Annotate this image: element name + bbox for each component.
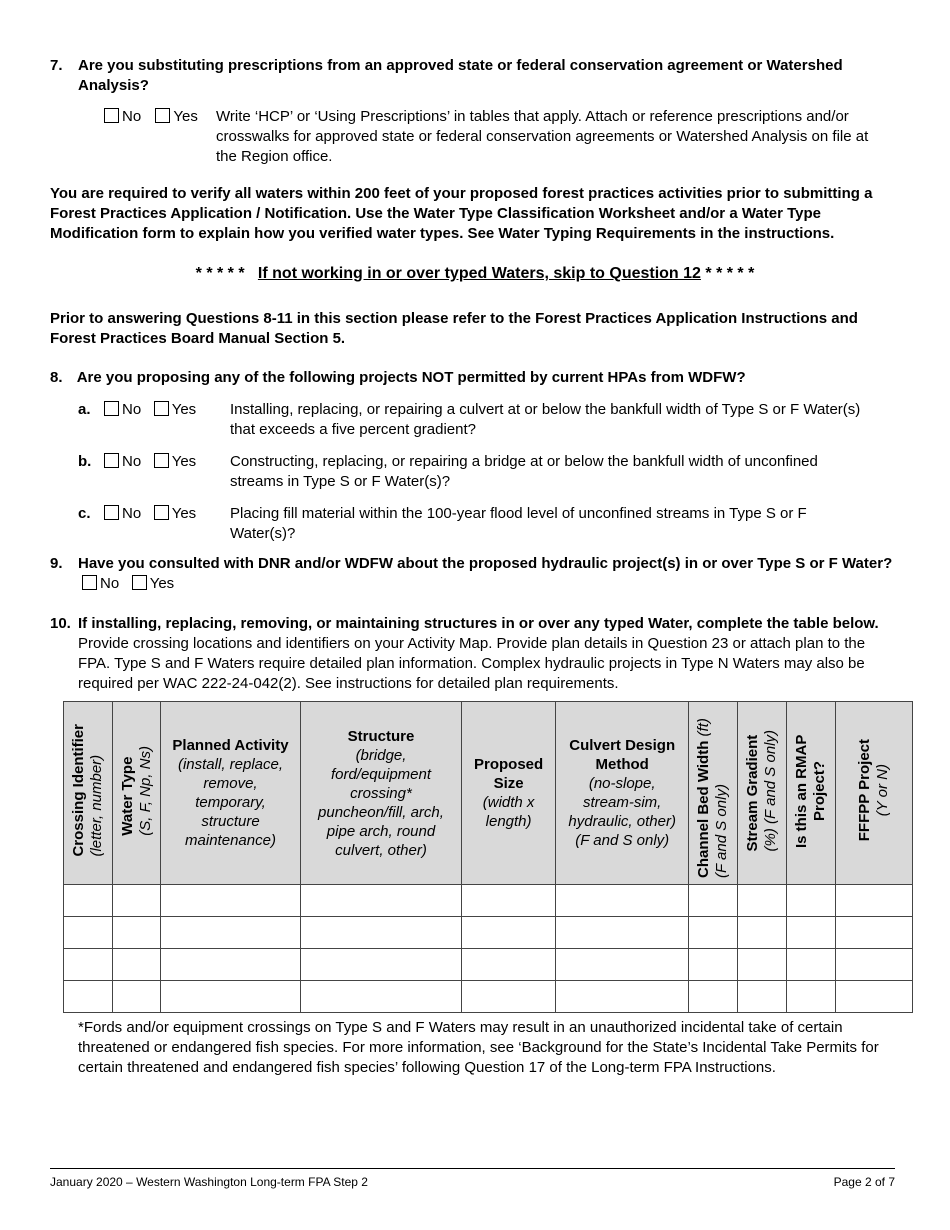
q9-yes-label: Yes — [149, 575, 175, 592]
cell[interactable] — [836, 885, 913, 917]
cell[interactable] — [787, 949, 836, 981]
cell[interactable] — [64, 981, 113, 1013]
table-row — [64, 981, 913, 1013]
q8-items — [78, 400, 898, 556]
stars-left: * * * * * — [195, 265, 245, 282]
q9-yes-checkbox[interactable] — [132, 575, 147, 590]
yes-label: Yes — [171, 401, 197, 418]
cell[interactable] — [113, 885, 161, 917]
cell[interactable] — [64, 917, 113, 949]
item-text: Constructing, replacing, or repairing a bridge at or below the bankfull width of unconfined streams in Type S or F Water(s)? — [230, 453, 818, 490]
stars-right: * * * * * — [705, 265, 755, 282]
no-label: No — [122, 505, 142, 522]
page-number: Page 2 of 7 — [833, 1175, 895, 1189]
item-letter: c. — [78, 505, 91, 522]
cell[interactable] — [462, 981, 556, 1013]
q8-item-b — [78, 452, 898, 504]
q7-no-label: No — [122, 108, 142, 125]
cell[interactable] — [301, 885, 462, 917]
cell[interactable] — [462, 885, 556, 917]
header-water-type: Water Type (S, F, Np, Ns) — [113, 702, 161, 885]
cell[interactable] — [738, 949, 787, 981]
page-footer — [50, 1168, 895, 1192]
question-7 — [50, 56, 900, 96]
header-planned-activity: Planned Activity (install, replace, remove, temporary, structure maintenance) — [161, 702, 301, 885]
q10-bold-text: If installing, replacing, removing, or maintaining structures in or over any typed Water, complete the table below. — [78, 615, 879, 632]
q9-no-label: No — [100, 575, 120, 592]
cell[interactable] — [113, 949, 161, 981]
cell[interactable] — [689, 917, 738, 949]
q7-yes-option[interactable] — [155, 107, 197, 127]
prior-notice: Prior to answering Questions 8-11 in this section please refer to the Forest Practices Application Instructions and Forest Practices Board Manual Section 5. — [50, 310, 858, 347]
cell[interactable] — [689, 981, 738, 1013]
header-crossing-identifier: Crossing Identifier (letter, number) — [64, 702, 113, 885]
no-checkbox[interactable] — [104, 453, 119, 468]
cell[interactable] — [113, 917, 161, 949]
table-row — [64, 917, 913, 949]
yes-label: Yes — [171, 505, 197, 522]
header-culvert-design-method: Culvert Design Method (no-slope, stream-sim, hydraulic, other) (F and S only) — [556, 702, 689, 885]
q8-number: 8. — [50, 369, 63, 386]
yes-label: Yes — [171, 453, 197, 470]
cell[interactable] — [462, 917, 556, 949]
cell[interactable] — [689, 949, 738, 981]
q8-item-c — [78, 504, 898, 556]
no-label: No — [122, 453, 142, 470]
header-structure: Structure (bridge, ford/equipment crossing* puncheon/fill, arch, pipe arch, round culvert, other) — [301, 702, 462, 885]
cell[interactable] — [787, 917, 836, 949]
verify-notice: You are required to verify all waters within 200 feet of your proposed forest practices activities prior to submitting a Forest Practices Application / Notification. Use the Water Type Classification Worksheet and/or a Water Type Modification form to explain how you verified water types. See Water Typing Requirements in the instructions. — [50, 185, 873, 242]
skip-text: If not working in or over typed Waters, skip to Question 12 — [257, 265, 701, 282]
q7-instructions: Write ‘HCP’ or ‘Using Prescriptions’ in tables that apply. Attach or reference prescriptions and/or crosswalks for approved state or federal conservation agreements or Watershed Analysis on file at the Region office. — [216, 108, 869, 165]
cell[interactable] — [462, 949, 556, 981]
skip-instruction — [0, 264, 950, 284]
q10-text: Provide crossing locations and identifiers on your Activity Map. Provide plan details in Question 23 or attach plan to the FPA. Type S and F Waters require detailed plan information. Complex hydraulic projects in Type N Waters may also be required per WAC 222-24-042(2). See instructions for detailed plan requirements. — [78, 635, 866, 692]
question-8 — [50, 368, 900, 388]
cell[interactable] — [113, 981, 161, 1013]
yes-checkbox[interactable] — [154, 505, 169, 520]
cell[interactable] — [836, 949, 913, 981]
q8-item-a — [78, 400, 898, 452]
cell[interactable] — [161, 981, 301, 1013]
q10-number: 10. — [50, 615, 71, 632]
q9-no-checkbox[interactable] — [82, 575, 97, 590]
table-header-row — [64, 702, 913, 885]
cell[interactable] — [301, 981, 462, 1013]
q7-options — [104, 107, 208, 127]
no-checkbox[interactable] — [104, 505, 119, 520]
footer-left: January 2020 – Western Washington Long-term FPA Step 2 — [50, 1175, 368, 1189]
q7-number: 7. — [50, 57, 63, 74]
header-proposed-size: Proposed Size (width x length) — [462, 702, 556, 885]
cell[interactable] — [556, 981, 689, 1013]
header-channel-bed-width: Channel Bed Width (ft) (F and S only) — [689, 702, 738, 885]
header-rmap-project: Is this an RMAP Project? — [787, 702, 836, 885]
cell[interactable] — [64, 949, 113, 981]
table-row — [64, 885, 913, 917]
yes-checkbox[interactable] — [154, 401, 169, 416]
q9-number: 9. — [50, 555, 63, 572]
q9-text: Have you consulted with DNR and/or WDFW about the proposed hydraulic project(s) in or over Type S or F Water? — [78, 555, 893, 572]
no-checkbox[interactable] — [104, 401, 119, 416]
item-text: Installing, replacing, or repairing a culvert at or below the bankfull width of Type S or F Water(s) that exceeds a five percent gradient? — [230, 401, 861, 438]
cell[interactable] — [556, 949, 689, 981]
cell[interactable] — [301, 949, 462, 981]
cell[interactable] — [556, 917, 689, 949]
cell[interactable] — [738, 885, 787, 917]
cell[interactable] — [787, 885, 836, 917]
cell[interactable] — [787, 981, 836, 1013]
footnote: *Fords and/or equipment crossings on Type S and F Waters may result in an unauthorized incidental take of certain threatened or endangered fish species. For more information, see ‘Background for the State’s Incidental Take Permits for certain threatened and endangered fish species’ following Question 17 of the Long-term FPA Instructions. — [78, 1019, 879, 1076]
table-row — [64, 949, 913, 981]
cell[interactable] — [64, 885, 113, 917]
q7-yes-label: Yes — [173, 108, 198, 125]
cell[interactable] — [161, 949, 301, 981]
cell[interactable] — [301, 917, 462, 949]
header-stream-gradient: Stream Gradient (%) (F and S only) — [738, 702, 787, 885]
crossings-table — [63, 701, 913, 1013]
question-9 — [50, 554, 900, 594]
q7-no-option[interactable] — [104, 107, 141, 127]
cell[interactable] — [738, 917, 787, 949]
no-label: No — [122, 401, 142, 418]
item-letter: b. — [78, 453, 92, 470]
q7-text: Are you substituting prescriptions from an approved state or federal conservation agreement or Watershed Analysis? — [78, 57, 843, 94]
cell[interactable] — [161, 885, 301, 917]
yes-checkbox[interactable] — [154, 453, 169, 468]
q7-no-checkbox[interactable] — [104, 108, 119, 123]
header-fffpp-project: FFFPP Project (Y or N) — [836, 702, 913, 885]
cell[interactable] — [689, 885, 738, 917]
cell[interactable] — [836, 981, 913, 1013]
q7-yes-checkbox[interactable] — [155, 108, 170, 123]
cell[interactable] — [738, 981, 787, 1013]
item-letter: a. — [78, 401, 91, 418]
question-10 — [50, 614, 900, 694]
q8-text: Are you proposing any of the following projects NOT permitted by current HPAs from WDFW? — [76, 369, 746, 386]
item-text: Placing fill material within the 100-year flood level of unconfined streams in Type S or F Water(s)? — [230, 505, 807, 542]
cell[interactable] — [161, 917, 301, 949]
cell[interactable] — [556, 885, 689, 917]
cell[interactable] — [836, 917, 913, 949]
